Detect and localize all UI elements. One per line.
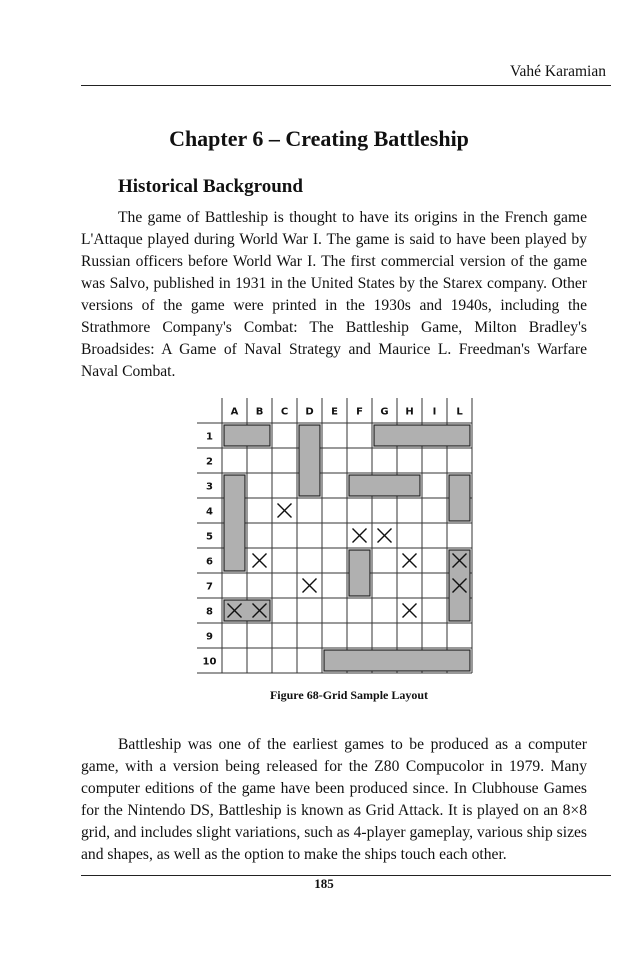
row-label: 1 (206, 431, 213, 443)
column-label: G (380, 406, 389, 418)
ship (224, 475, 245, 571)
paragraph-2 (81, 734, 587, 866)
row-label: 5 (206, 531, 213, 543)
row-label: 6 (206, 556, 213, 568)
ship (449, 475, 470, 521)
paragraph-1 (81, 207, 587, 383)
row-label: 4 (206, 506, 213, 518)
ship (374, 425, 470, 446)
header-author: Vahé Karamian (510, 63, 606, 80)
row-label: 2 (206, 456, 213, 468)
battleship-grid-figure (197, 398, 477, 674)
ship (224, 425, 270, 446)
ship (349, 550, 370, 596)
ship (324, 650, 470, 671)
chapter-title: Chapter 6 – Creating Battleship (169, 126, 469, 151)
ship (224, 600, 270, 621)
column-label: B (255, 406, 264, 418)
row-label: 9 (206, 631, 213, 643)
ship (349, 475, 420, 496)
row-label: 10 (202, 656, 217, 668)
ship (299, 425, 320, 496)
column-label: L (456, 406, 463, 418)
section-title: Historical Background (118, 176, 303, 197)
column-label: C (280, 406, 289, 418)
battleship-grid (197, 398, 477, 674)
column-label: A (230, 406, 239, 418)
row-label: 7 (206, 581, 213, 593)
paragraph-2-text: Battleship was one of the earliest games to be produced as a computer game, with a version being released for the Z80 Compucolor in 1979. Many computer editions of the game have been produced since. In Clubhouse Games for the Nintendo DS, Battleship is known as Grid Attack. It is played on an 8×8 grid, and includes slight variations, such as 4-player gameplay, various ship sizes and shapes, as well as the option to make the ships touch each other. (81, 736, 587, 863)
paragraph-1-text: The game of Battleship is thought to have its origins in the French game L'Attaque played during World War I. The game is said to have been played by Russian officers before World War I. The first commercial version of the game was Salvo, published in 1931 in the United States by the Starex company. Other versions of the game were printed in the 1930s and 1940s, including the Strathmore Company's Combat: The Battleship Game, Milton Bradley's Broadsides: A Game of Naval Strategy and Maurice L. Freedman's Warfare Naval Combat. (81, 209, 587, 380)
figure-caption: Figure 68-Grid Sample Layout (269, 688, 429, 702)
header-rule (81, 85, 611, 86)
column-label: E (331, 406, 338, 418)
page-number: 185 (314, 876, 334, 891)
column-label: I (432, 406, 437, 418)
column-label: F (356, 406, 363, 418)
column-label: D (305, 406, 314, 418)
row-label: 8 (206, 606, 213, 618)
column-label: H (405, 406, 414, 418)
row-label: 3 (206, 481, 213, 493)
